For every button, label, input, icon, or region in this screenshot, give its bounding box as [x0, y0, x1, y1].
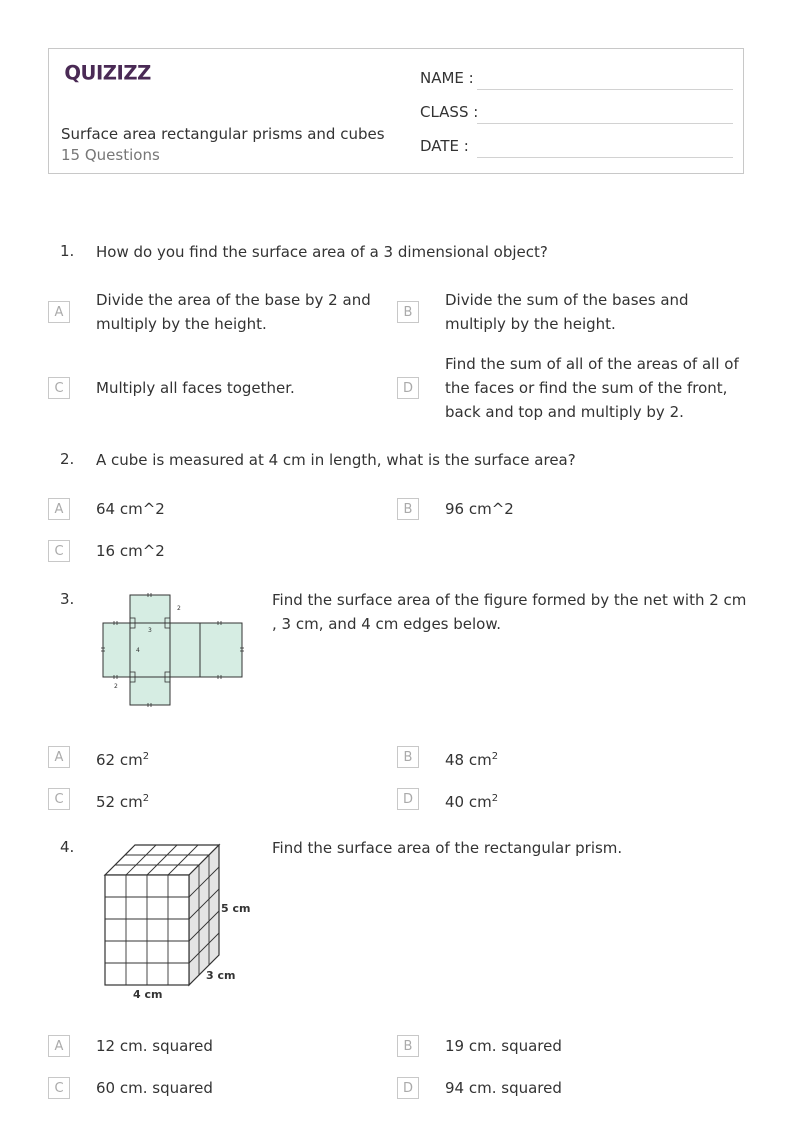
option-text: 19 cm. squared	[445, 1037, 562, 1055]
question-number: 4.	[60, 838, 75, 856]
option-text: 48 $cm^2$	[445, 751, 499, 769]
prism-width-label: 4 cm	[133, 988, 163, 1001]
option-letter[interactable]: A	[48, 746, 70, 768]
class-line[interactable]	[477, 123, 733, 124]
option-letter[interactable]: D	[397, 1077, 419, 1099]
option-text: 94 cm. squared	[445, 1079, 562, 1097]
option-letter[interactable]: A	[48, 498, 70, 520]
option-letter[interactable]: B	[397, 498, 419, 520]
option-text: Divide the area of the base by 2 and multiply by the height.	[96, 291, 371, 333]
question-text: Find the surface area of the rectangular prism.	[272, 839, 623, 857]
option-letter[interactable]: A	[48, 1035, 70, 1057]
option-letter[interactable]: A	[48, 301, 70, 323]
date-line[interactable]	[477, 157, 733, 158]
question-text: A cube is measured at 4 cm in length, what is the surface area?	[96, 451, 576, 469]
question-number: 3.	[60, 590, 75, 608]
question-number: 1.	[60, 242, 75, 260]
cuboid-net-figure	[98, 590, 248, 712]
worksheet-title: Surface area rectangular prisms and cubes	[61, 125, 385, 143]
option-text: 40 $cm^2$	[445, 793, 499, 811]
net-face-bottom	[130, 677, 170, 705]
net-face-top	[130, 595, 170, 623]
question-number: 2.	[60, 450, 75, 468]
option-text: 62 $cm^2$	[96, 751, 150, 769]
option-letter[interactable]: C	[48, 377, 70, 399]
quizizz-logo	[61, 59, 161, 87]
option-text: Find the sum of all of the areas of all of the faces or find the sum of the front, back and top and multiply by 2.	[445, 355, 739, 421]
option-text: 16 cm^2	[96, 542, 165, 560]
option-letter[interactable]: C	[48, 540, 70, 562]
net-face-left	[103, 623, 130, 677]
net-label: 2	[177, 605, 181, 612]
option-text: Divide the sum of the bases and multiply by the height.	[445, 291, 689, 333]
option-text: 64 cm^2	[96, 500, 165, 518]
net-label: 3	[148, 627, 152, 634]
net-label: 2	[114, 683, 118, 690]
net-label: 4	[136, 647, 140, 654]
name-line[interactable]	[477, 89, 733, 90]
prism-height-label: 5 cm	[221, 902, 251, 915]
net-face-back	[200, 623, 242, 677]
date-label: DATE :	[420, 137, 469, 155]
option-letter[interactable]: B	[397, 746, 419, 768]
option-letter[interactable]: B	[397, 301, 419, 323]
question-text: How do you find the surface area of a 3 dimensional object?	[96, 243, 548, 261]
option-text: 12 cm. squared	[96, 1037, 213, 1055]
option-text: 60 cm. squared	[96, 1079, 213, 1097]
prism-depth-label: 3 cm	[206, 969, 236, 982]
question-text: Find the surface area of the figure formed by the net with 2 cm , 3 cm, and 4 cm edges below.	[272, 591, 747, 633]
option-text: Multiply all faces together.	[96, 379, 295, 397]
option-letter[interactable]: D	[397, 788, 419, 810]
option-letter[interactable]: C	[48, 1077, 70, 1099]
question-count: 15 Questions	[61, 146, 160, 164]
name-label: NAME :	[420, 69, 474, 87]
net-face-right	[170, 623, 200, 677]
logo-text: QUIZIZZ	[64, 61, 151, 85]
option-letter[interactable]: B	[397, 1035, 419, 1057]
rectangular-prism-figure	[98, 840, 258, 1004]
worksheet-header	[48, 48, 744, 174]
option-letter[interactable]: D	[397, 377, 419, 399]
option-text: 52 $cm^2$	[96, 793, 150, 811]
option-letter[interactable]: C	[48, 788, 70, 810]
option-text: 96 cm^2	[445, 500, 514, 518]
class-label: CLASS :	[420, 103, 479, 121]
